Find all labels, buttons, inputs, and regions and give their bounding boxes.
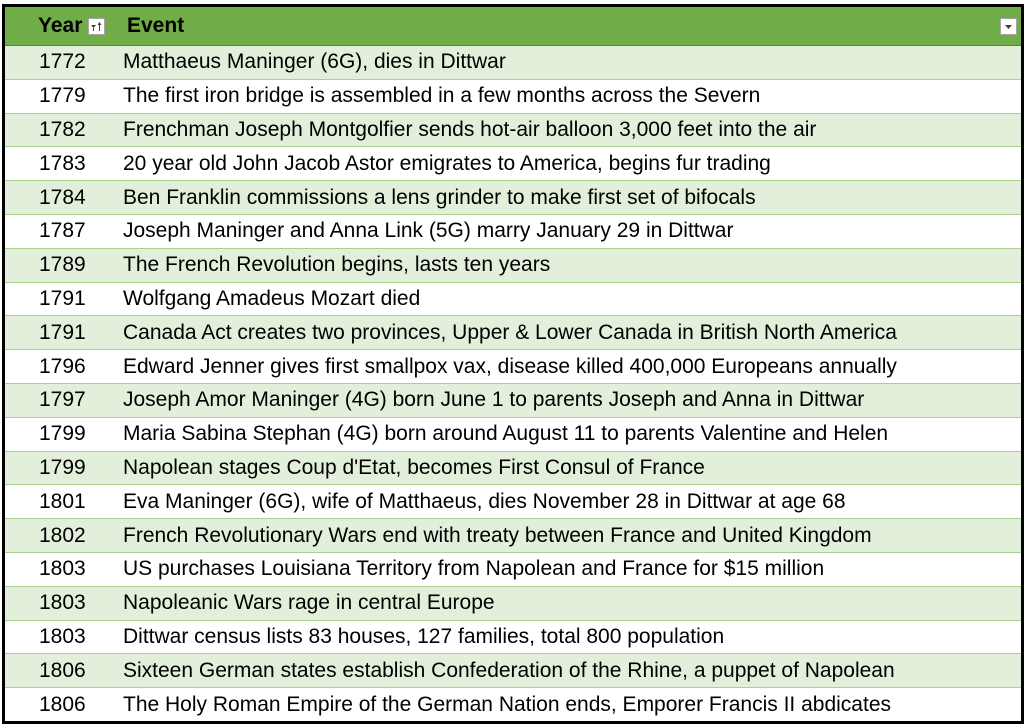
year-cell[interactable]: 1803 — [39, 557, 86, 581]
table-row[interactable] — [5, 452, 1021, 486]
table-row[interactable] — [5, 114, 1021, 148]
table-row[interactable] — [5, 181, 1021, 215]
table-row[interactable] — [5, 80, 1021, 114]
year-cell[interactable]: 1791 — [39, 320, 86, 344]
table-body — [5, 46, 1021, 722]
table-row[interactable] — [5, 519, 1021, 553]
year-cell[interactable]: 1797 — [39, 388, 86, 412]
table-row[interactable] — [5, 350, 1021, 384]
year-cell[interactable]: 1806 — [39, 692, 86, 716]
table-row[interactable] — [5, 688, 1021, 722]
event-cell[interactable]: The French Revolution begins, lasts ten years — [123, 253, 551, 277]
table-row[interactable] — [5, 621, 1021, 655]
table-row[interactable] — [5, 147, 1021, 181]
year-cell[interactable]: 1782 — [39, 117, 86, 141]
year-cell[interactable]: 1796 — [39, 354, 86, 378]
table-row[interactable] — [5, 249, 1021, 283]
year-cell[interactable]: 1783 — [39, 151, 86, 175]
event-header-label: Event — [127, 14, 185, 37]
event-cell[interactable]: US purchases Louisiana Territory from Napolean and France for $15 million — [123, 557, 825, 581]
year-cell[interactable]: 1784 — [39, 185, 86, 209]
event-cell[interactable]: Canada Act creates two provinces, Upper & Lower Canada in British North America — [123, 320, 897, 344]
year-header-label: Year — [38, 14, 83, 37]
event-cell[interactable]: Joseph Maninger and Anna Link (5G) marry January 29 in Dittwar — [123, 219, 734, 243]
event-cell[interactable]: Eva Maninger (6G), wife of Matthaeus, dies November 28 in Dittwar at age 68 — [123, 489, 846, 513]
event-cell[interactable]: Matthaeus Maninger (6G), dies in Dittwar — [123, 50, 506, 74]
event-cell[interactable]: 20 year old John Jacob Astor emigrates to America, begins fur trading — [123, 151, 771, 175]
year-cell[interactable]: 1806 — [39, 658, 86, 682]
year-cell[interactable]: 1791 — [39, 286, 86, 310]
year-cell[interactable]: 1803 — [39, 624, 86, 648]
event-cell[interactable]: French Revolutionary Wars end with treaty between France and United Kingdom — [123, 523, 872, 547]
event-cell[interactable]: Wolfgang Amadeus Mozart died — [123, 286, 421, 310]
year-cell[interactable]: 1772 — [39, 50, 86, 74]
year-cell[interactable]: 1799 — [39, 455, 86, 479]
event-cell[interactable]: The Holy Roman Empire of the German Nation ends, Emporer Francis II abdicates — [123, 692, 891, 716]
event-cell[interactable]: Dittwar census lists 83 houses, 127 families, total 800 population — [123, 624, 725, 648]
event-cell[interactable]: Sixteen German states establish Confederation of the Rhine, a puppet of Napolean — [123, 658, 895, 682]
table-row[interactable] — [5, 654, 1021, 688]
table-header-row — [5, 7, 1021, 46]
year-cell[interactable]: 1803 — [39, 591, 86, 615]
year-cell[interactable]: 1779 — [39, 84, 86, 108]
table-row[interactable] — [5, 418, 1021, 452]
year-column-header[interactable] — [5, 14, 123, 38]
year-cell[interactable]: 1799 — [39, 422, 86, 446]
year-cell[interactable]: 1789 — [39, 253, 86, 277]
event-cell[interactable]: Napoleanic Wars rage in central Europe — [123, 591, 495, 615]
event-cell[interactable]: Ben Franklin commissions a lens grinder to make first set of bifocals — [123, 185, 756, 209]
year-cell[interactable]: 1787 — [39, 219, 86, 243]
table-row[interactable] — [5, 553, 1021, 587]
event-cell[interactable]: Frenchman Joseph Montgolfier sends hot-air balloon 3,000 feet into the air — [123, 117, 817, 141]
timeline-table — [2, 4, 1024, 724]
table-row[interactable] — [5, 485, 1021, 519]
dropdown-filter-icon[interactable] — [1000, 18, 1017, 35]
event-cell[interactable]: The first iron bridge is assembled in a few months across the Severn — [123, 84, 761, 108]
event-column-header[interactable] — [123, 14, 1021, 38]
year-cell[interactable]: 1802 — [39, 523, 86, 547]
table-row[interactable] — [5, 587, 1021, 621]
year-cell[interactable]: 1801 — [39, 489, 86, 513]
sort-ascending-filter-icon[interactable] — [88, 18, 105, 35]
event-cell[interactable]: Joseph Amor Maninger (4G) born June 1 to parents Joseph and Anna in Dittwar — [123, 388, 865, 412]
table-row[interactable] — [5, 215, 1021, 249]
event-cell[interactable]: Maria Sabina Stephan (4G) born around August 11 to parents Valentine and Helen — [123, 422, 889, 446]
table-row[interactable] — [5, 46, 1021, 80]
table-row[interactable] — [5, 316, 1021, 350]
event-cell[interactable]: Napolean stages Coup d'Etat, becomes First Consul of France — [123, 455, 705, 479]
table-row[interactable] — [5, 283, 1021, 317]
table-row[interactable] — [5, 384, 1021, 418]
event-cell[interactable]: Edward Jenner gives first smallpox vax, disease killed 400,000 Europeans annually — [123, 354, 897, 378]
